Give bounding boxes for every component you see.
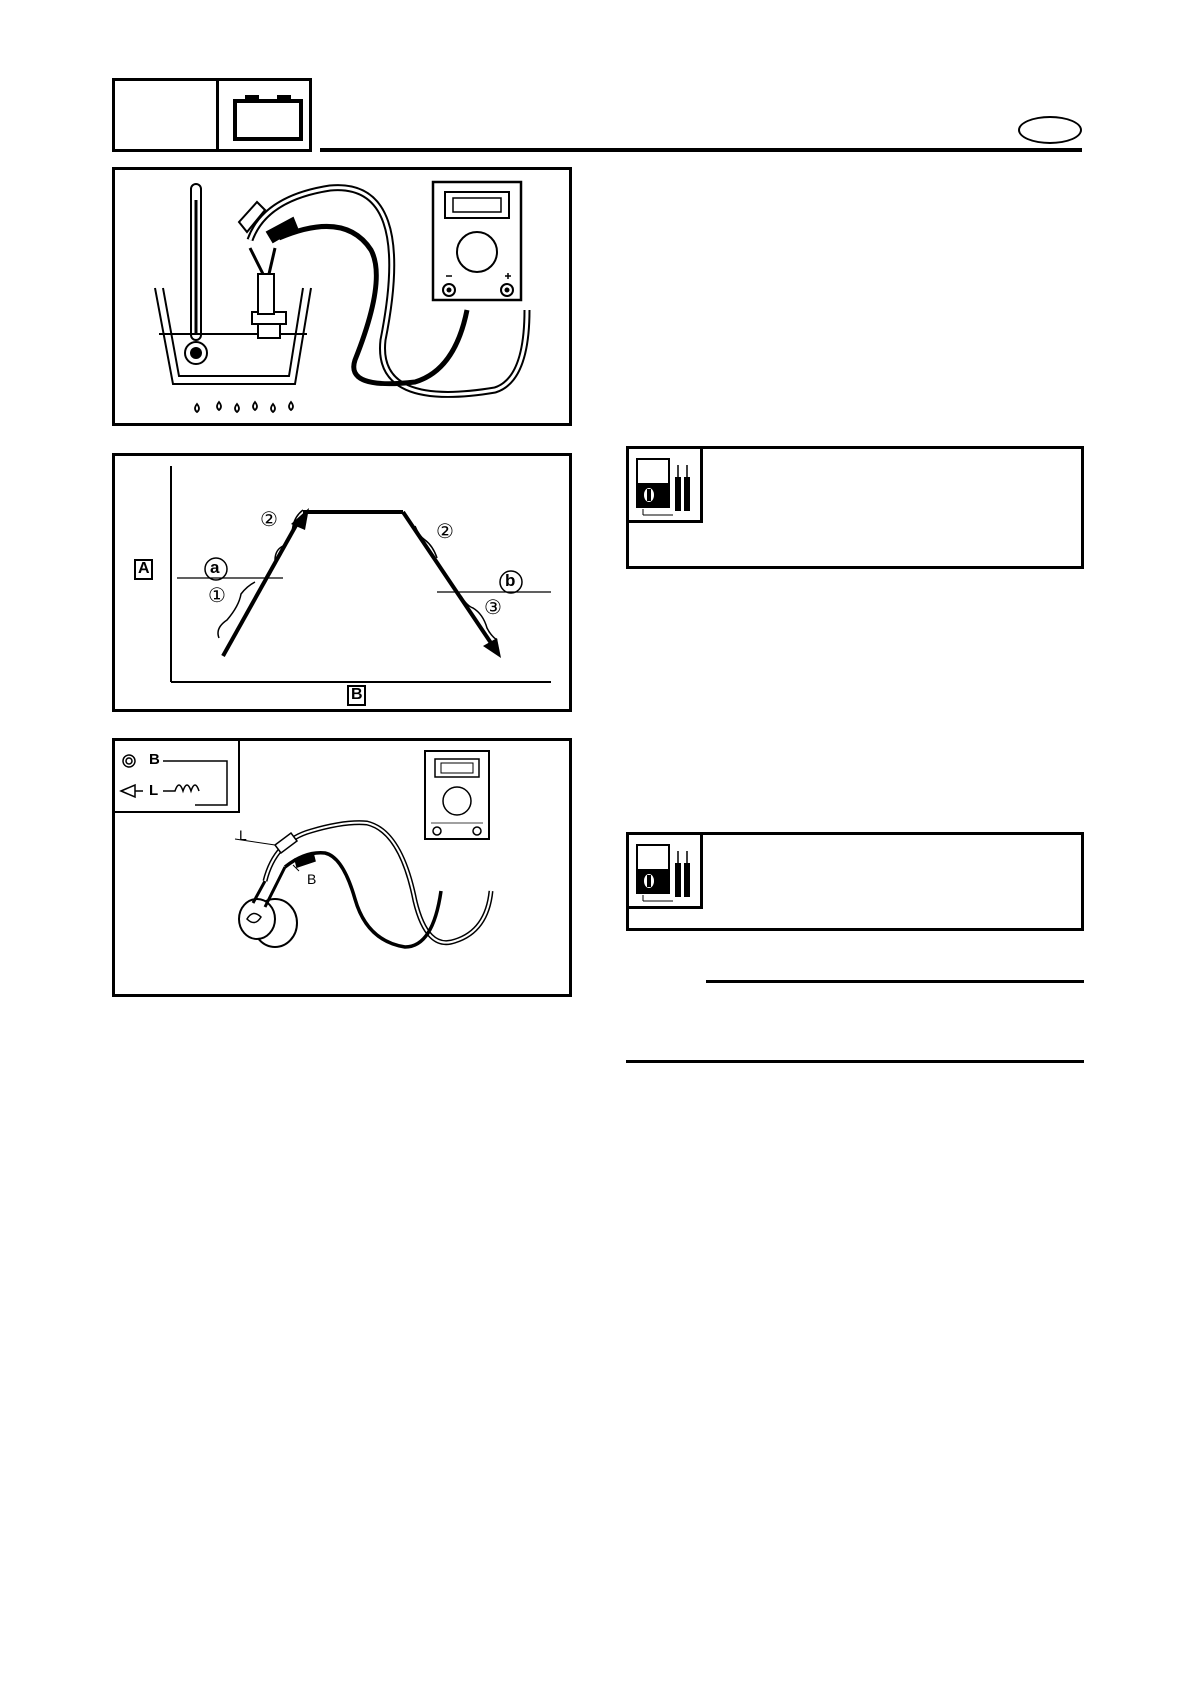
multimeter-icon (425, 751, 489, 839)
legend-l-label: L (149, 782, 159, 799)
multimeter-tester-icon (629, 835, 703, 909)
note-top-rule (706, 980, 1084, 983)
graph-y-axis-label: A (138, 560, 150, 577)
header-rule (320, 148, 1082, 152)
figure-switch-characteristic-graph (112, 453, 572, 712)
water-container (155, 288, 311, 384)
header-tab-box (112, 78, 312, 152)
figure-thermo-switch-test (112, 167, 572, 426)
callout-b: b (505, 571, 516, 590)
multimeter-tester-icon (629, 449, 703, 523)
legend-b-label: B (149, 751, 160, 768)
callout-2-left: ② (260, 509, 278, 531)
language-badge (1018, 116, 1082, 144)
test-lead-l (265, 823, 491, 943)
note-bottom-rule (626, 1060, 1084, 1063)
thermo-switch-part (250, 248, 286, 338)
test-lead-b (285, 853, 441, 947)
graph-x-axis-label: B (351, 686, 363, 703)
callout-a: a (210, 558, 220, 577)
spec-box-2 (626, 832, 1084, 931)
thermometer-icon (185, 184, 207, 364)
multimeter-icon (433, 182, 521, 300)
header-tab-divider (216, 81, 219, 149)
callout-1: ① (208, 585, 226, 607)
heat-drops (195, 402, 293, 412)
lead-l-label: L (239, 827, 247, 843)
callout-2-right: ② (436, 521, 454, 543)
lead-b-label: B (307, 871, 317, 887)
spec-box-1 (626, 446, 1084, 569)
falling-arrowhead (483, 638, 501, 658)
figure-coil-continuity-test (112, 738, 572, 997)
callout-3: ③ (484, 597, 502, 619)
battery-icon (233, 91, 303, 143)
